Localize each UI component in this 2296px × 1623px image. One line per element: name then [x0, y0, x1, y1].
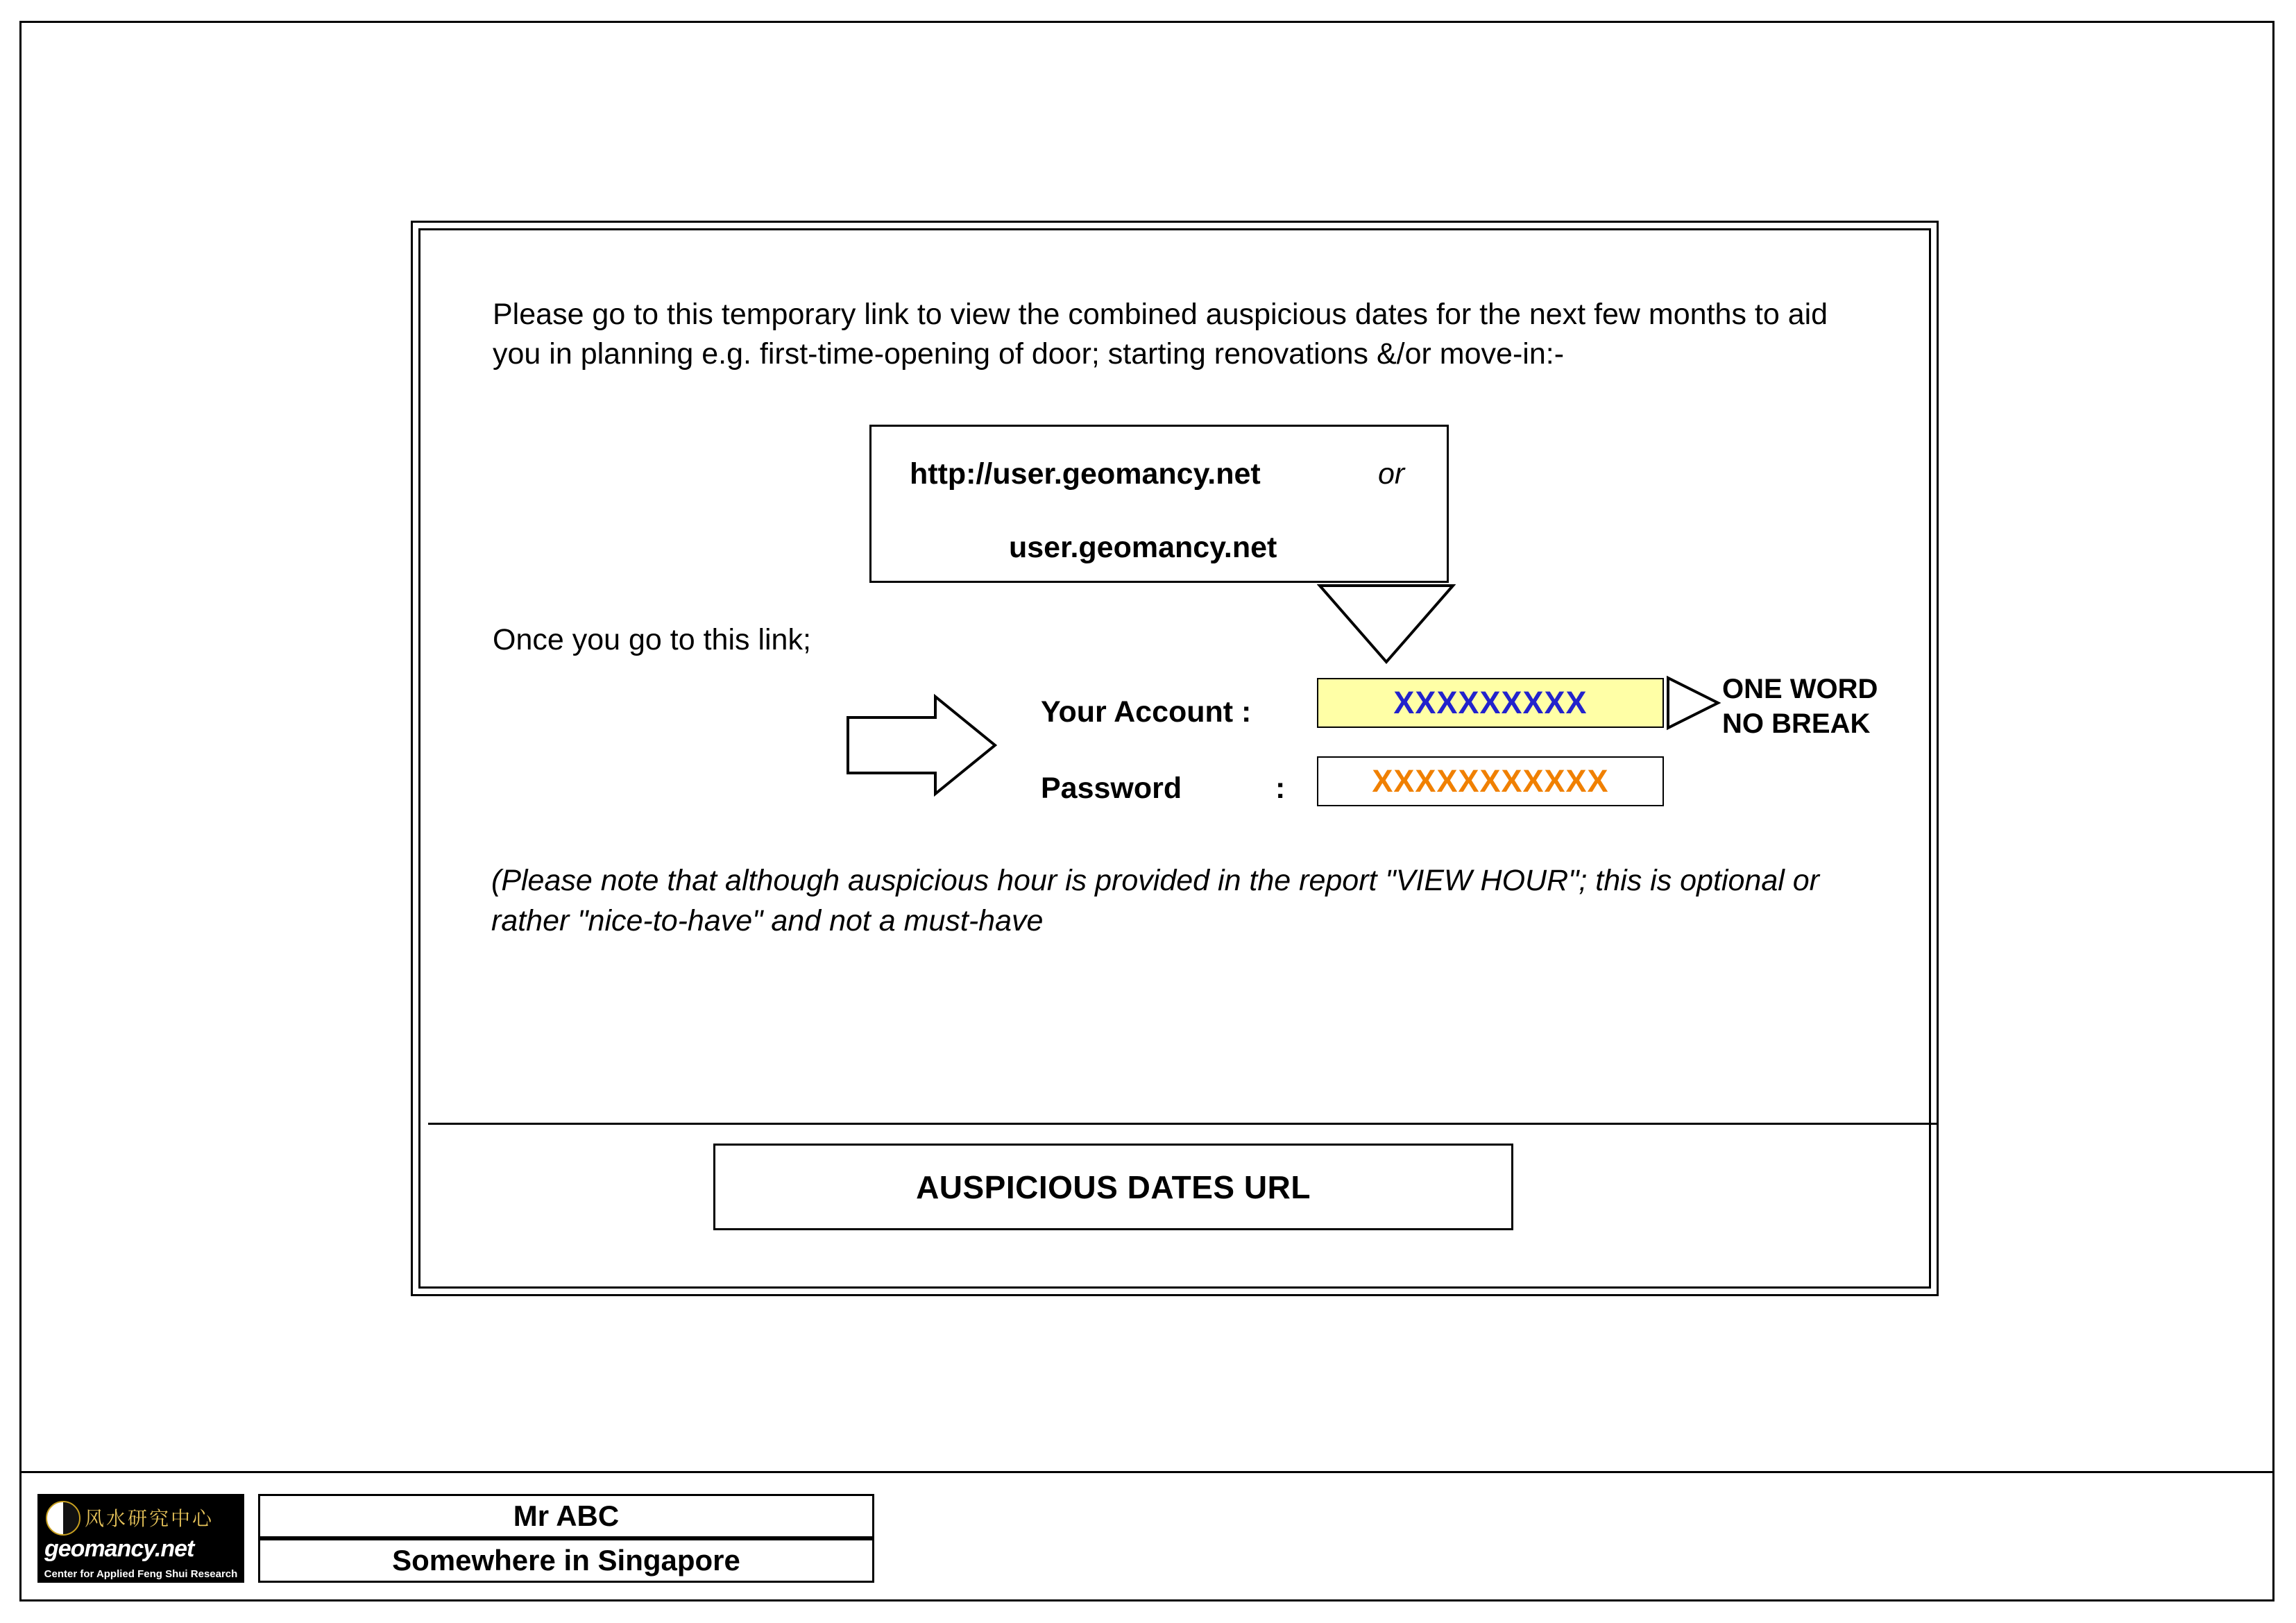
intro-paragraph: Please go to this temporary link to view the combined auspicious dates for the next few months to aid you in planning e.g. first-time-opening of door; starting renovations &/or move-in:- [493, 298, 1828, 371]
account-value: XXXXXXXXX [1393, 685, 1588, 720]
footer-divider [22, 1471, 2272, 1473]
logo-tagline-text: Center for Applied Feng Shui Research [44, 1568, 238, 1580]
callout-line-2: NO BREAK [1722, 708, 1871, 740]
client-location: Somewhere in Singapore [392, 1544, 740, 1577]
note-paragraph: (Please note that although auspicious hour is provided in the report "VIEW HOUR"; this is optional or rather "nice-to-have" and not a must-have [491, 864, 1819, 938]
password-label: Password [1041, 772, 1182, 805]
url-box [869, 425, 1449, 583]
right-arrow-icon [845, 694, 998, 797]
password-colon: : [1275, 772, 1286, 805]
callout-arrow-icon [1665, 675, 1721, 731]
client-location-box [258, 1538, 874, 1583]
url-primary[interactable]: http://user.geomancy.net [910, 457, 1261, 491]
client-name-box [258, 1494, 874, 1538]
yin-yang-icon [46, 1501, 80, 1536]
callout-line-1: ONE WORD [1722, 674, 1878, 704]
callout-text [1722, 672, 1878, 742]
down-arrow-icon [1317, 583, 1456, 665]
url-or-label: or [1378, 457, 1405, 491]
section-title-box [713, 1144, 1513, 1230]
password-field[interactable] [1317, 756, 1664, 806]
panel-divider [428, 1123, 1939, 1125]
logo-top-band [39, 1495, 243, 1537]
password-value: XXXXXXXXXXX [1372, 763, 1609, 799]
client-name: Mr ABC [513, 1499, 620, 1532]
account-field[interactable] [1317, 678, 1664, 728]
logo-name-text: geomancy.net [44, 1536, 194, 1562]
logo-chinese-text: 风水研究中心 [85, 1507, 214, 1530]
content-panel [411, 221, 1939, 1296]
url-secondary[interactable]: user.geomancy.net [1009, 531, 1277, 564]
once-you-go-text: Once you go to this link; [493, 623, 811, 656]
content-panel-inner-border [418, 228, 1931, 1289]
account-label: Your Account : [1041, 695, 1252, 729]
geomancy-logo [37, 1494, 244, 1583]
section-title: AUSPICIOUS DATES URL [916, 1169, 1311, 1205]
